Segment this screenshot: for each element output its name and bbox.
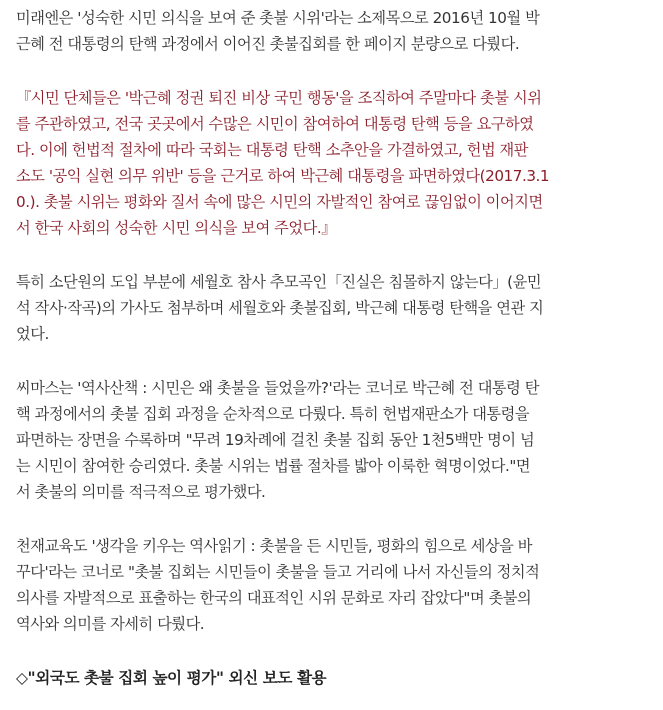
text-line: 다. 이에 헌법적 절차에 따라 국회는 대통령 탄핵 소추안을 가결하였고, 헌법 재판 — [16, 141, 528, 159]
section-heading — [16, 665, 646, 691]
text-line: 파면하는 장면을 수록하며 "무려 19차례에 걸친 촛불 집회 동안 1천5백만 명이 넘 — [16, 431, 535, 449]
article-body — [16, 5, 646, 691]
paragraph-sewol — [16, 269, 646, 347]
paragraph-gap — [16, 505, 646, 533]
text-line: 었다. — [16, 325, 49, 343]
paragraph-cmass — [16, 375, 646, 505]
text-line: 근혜 전 대통령의 탄핵 과정에서 이어진 촛불집회를 한 페이지 분량으로 다뤘다. — [16, 35, 520, 53]
text-line: 서 촛불의 의미를 적극적으로 평가했다. — [16, 483, 266, 501]
paragraph-gap — [16, 347, 646, 375]
text-line: 는 시민이 참여한 승리였다. 촛불 시위는 법률 절차를 밟아 이룩한 혁명이었다."면 — [16, 457, 531, 475]
text-line: 소도 '공익 실현 의무 위반' 등을 근거로 하여 박근혜 대통령을 파면하였다(2017.3.1 — [16, 167, 550, 185]
text-line: 천재교육도 '생각을 키우는 역사읽기 : 촛불을 든 시민들, 평화의 힘으로 세상을 바 — [16, 537, 533, 555]
text-line: 꾸다'라는 코너로 "촛불 집회는 시민들이 촛불을 들고 거리에 나서 자신들의 정치적 — [16, 563, 540, 581]
text-line: 특히 소단원의 도입 부분에 세월호 참사 추모곡인「진실은 침몰하지 않는다」(윤민 — [16, 273, 542, 291]
paragraph-gap — [16, 637, 646, 665]
text-line: 석 작사·작곡)의 가사도 첨부하며 세월호와 촛불집회, 박근혜 대통령 탄핵을 연관 지 — [16, 299, 544, 317]
text-line: 『시민 단체들은 '박근혜 정권 퇴진 비상 국민 행동'을 조직하여 주말마다 촛불 시위 — [16, 89, 542, 107]
text-line: 를 주관하였고, 전국 곳곳에서 수많은 시민이 참여하여 대통령 탄핵 등을 요구하였 — [16, 115, 534, 133]
paragraph-intro — [16, 5, 646, 57]
text-line: 서 한국 사회의 성숙한 시민 의식을 보여 주었다.』 — [16, 219, 336, 237]
heading-text: ◇"외국도 촛불 집회 높이 평가" 외신 보도 활용 — [16, 669, 327, 687]
paragraph-gap — [16, 241, 646, 269]
text-line: 미래엔은 '성숙한 시민 의식을 보여 준 촛불 시위'라는 소제목으로 2016년 10월 박 — [16, 9, 540, 27]
paragraph-gap — [16, 57, 646, 85]
text-line: 핵 과정에서의 촛불 집회 과정을 순차적으로 다뤘다. 특히 헌법재판소가 대통령을 — [16, 405, 530, 423]
text-line: 씨마스는 '역사산책 : 시민은 왜 촛불을 들었을까?'라는 코너로 박근혜 전 대통령 탄 — [16, 379, 539, 397]
text-line: 0.). 촛불 시위는 평화와 질서 속에 많은 시민의 자발적인 참여로 끊임없이 이어지면 — [16, 193, 543, 211]
text-line: 의사를 자발적으로 표출하는 한국의 대표적인 시위 문화로 자리 잡았다"며 촛불의 — [16, 589, 532, 607]
paragraph-chunjae — [16, 533, 646, 637]
text-line: 역사와 의미를 자세히 다뤘다. — [16, 615, 205, 633]
textbook-quote — [16, 85, 646, 241]
